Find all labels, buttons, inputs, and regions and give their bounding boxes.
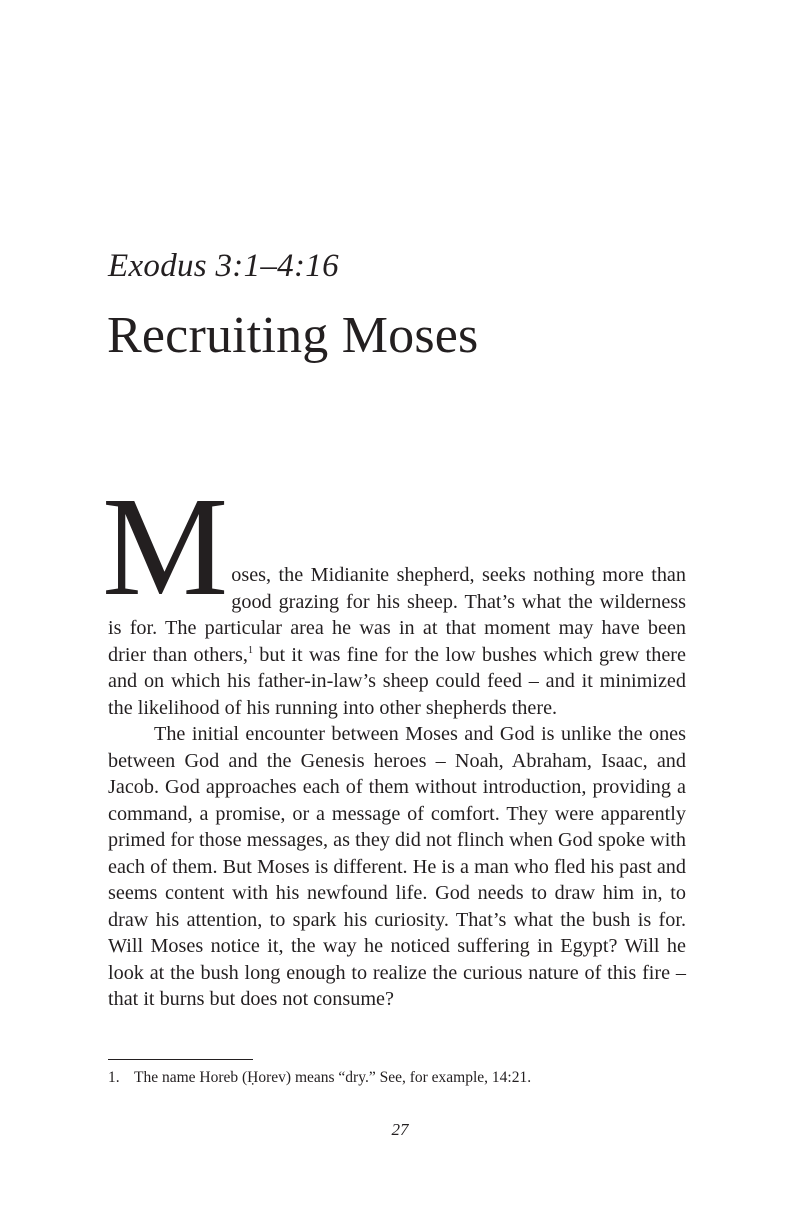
footnote-marker[interactable]: 1 [247,644,253,656]
footnote-1 [108,1068,531,1088]
footnote-text: The name Horeb (Ḥorev) means “dry.” See, for example, 14:21. [134,1069,532,1086]
paragraph-1 [102,467,686,721]
footnote-number: 1. [108,1069,120,1086]
page-number: 27 [391,1120,409,1139]
paragraph-1-text: oses, the Midianite shepherd, seeks nothing more than good grazing for his sheep. That’s what the wilderness is for. The particular area he was in at that moment may have been drier than others, [108,564,686,666]
drop-cap: M [102,467,229,625]
paragraph-2: The initial encounter between Moses and God is unlike the ones between God and the Genesis heroes – Noah, Abraham, Isaac, and Jacob. God approaches each of them without introduction, providing a command, a promise, or a message of comfort. They were apparently primed for those messages, as they did not flinch when God spoke with each of them. But Moses is different. He is a man who fled his past and seems content with his newfound life. God needs to draw him in, to draw his attention, to spark his curiosity. That’s what the bush is for. Will Moses notice it, the way he noticed suffering in Egypt? Will he look at the bush long enough to realize the curious nature of this fire – that it burns but does not consume? [108,723,686,1010]
chapter-reference: Exodus 3:1–4:16 [108,248,339,284]
footnote-divider [108,1059,253,1060]
paragraph-1-end: but it was fine for the low bushes which grew there and on which his father-in-law’s sheep could feed – and it minimized the likelihood of his running into other shepherds there. [108,643,686,719]
chapter-title: Recruiting Moses [107,307,479,364]
body-text [102,467,686,1013]
